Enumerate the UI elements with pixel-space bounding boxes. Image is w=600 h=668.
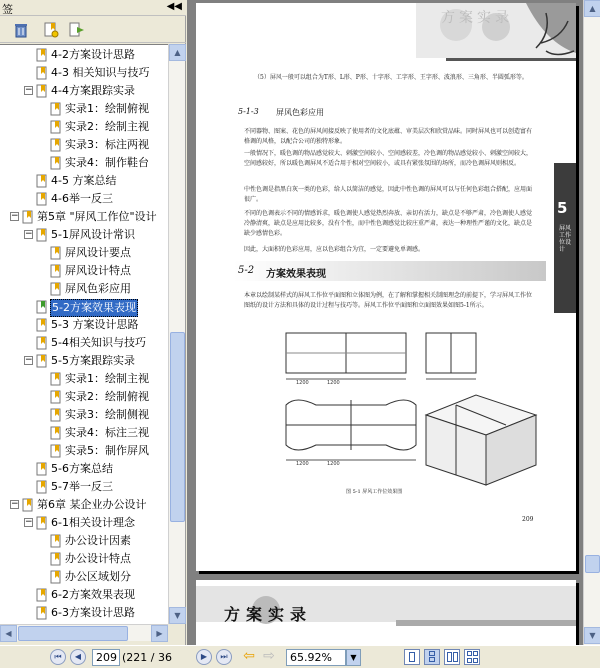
tree-section-node[interactable]	[0, 191, 168, 209]
dimension-label: 1200	[296, 380, 309, 386]
bookmark-icon	[36, 336, 48, 350]
figure-caption: 图 5-1 屏风工作位效果图	[346, 489, 403, 495]
tree-leaf-node[interactable]	[0, 551, 168, 569]
bookmark-icon	[36, 48, 48, 62]
doc-scroll-down-arrow[interactable]: ▼	[584, 627, 600, 644]
tree-node-label: 办公设计特点	[65, 552, 131, 565]
previous-page-button[interactable]: ◀	[70, 649, 86, 665]
page2-title: 方案实录	[224, 605, 313, 624]
tree-section-node[interactable]	[0, 335, 168, 353]
tree-node-label: 4-3 相关知识与技巧	[51, 66, 150, 79]
tree-node-label: 实录1：绘制主视	[65, 372, 149, 385]
tree-node-label: 4-2方案设计思路	[51, 48, 135, 61]
paragraph-b: 一般情况下，暖色调的物品感觉较大、刺激空间较小、空间感较差，冷色调的物品感觉较小、刺激空间较大，空间感较好，所以暖色调屏风不适合用于相对空间较小，或具有紧张氛围的场所，而冷色调屏风则相反。	[244, 150, 533, 167]
screen-workstation-drawings	[276, 325, 576, 515]
header-watermark-text: 方案实录	[441, 10, 513, 26]
pdf-page	[196, 3, 576, 571]
tree-section-node[interactable]	[0, 227, 168, 245]
tree-section-node[interactable]	[0, 299, 168, 317]
bookmark-icon	[22, 498, 34, 512]
chapter-number: 5	[557, 199, 568, 217]
tree-section-node[interactable]	[0, 173, 168, 191]
document-viewport[interactable]	[187, 0, 600, 645]
tree-leaf-node[interactable]	[0, 101, 168, 119]
tree-node-label: 实录3：绘制侧视	[65, 408, 149, 421]
tree-chapter-node[interactable]	[0, 497, 168, 515]
bookmark-icon	[50, 138, 62, 152]
tree-node-label: 屏风设计要点	[65, 246, 131, 259]
collapse-toggle-icon[interactable]: −	[25, 85, 33, 95]
tree-node-label: 办公设计因素	[65, 534, 131, 547]
tree-section-node[interactable]	[0, 353, 168, 371]
tree-node-label: 4-4方案跟踪实录	[51, 84, 135, 97]
bookmark-icon	[36, 66, 48, 80]
bookmarks-toolbar	[0, 17, 186, 43]
bookmark-icon	[50, 426, 62, 440]
bookmark-current-icon	[36, 300, 48, 314]
tree-leaf-node[interactable]	[0, 425, 168, 443]
bookmarks-panel	[0, 0, 186, 645]
page-number: 209	[522, 516, 534, 523]
bookmark-icon	[50, 552, 62, 566]
tree-node-label: 5-6方案总结	[51, 462, 113, 475]
tree-leaf-node[interactable]	[0, 407, 168, 425]
paragraph-a: 不同器物、图案、花色的屏风间接反映了使用者的文化底蕴、审美层次和欣赏品味。同时屏风也可以创造富有格调的风格，以配合公司的独特形象。	[244, 128, 533, 145]
bookmark-icon	[50, 246, 62, 260]
bookmark-icon	[50, 534, 62, 548]
collapse-toggle-icon[interactable]: −	[25, 355, 33, 365]
bookmark-icon	[36, 84, 48, 98]
tree-leaf-node[interactable]	[0, 155, 168, 173]
next-page-button[interactable]: ▶	[196, 649, 212, 665]
tree-node-label: 5-1屏风设计常识	[51, 228, 135, 241]
tree-node-label: 6-2方案效果表现	[51, 588, 135, 601]
bookmark-icon	[36, 192, 48, 206]
bookmarks-panel-title: 签	[2, 3, 13, 16]
doc-scroll-up-arrow[interactable]: ▲	[584, 0, 600, 17]
subsection-number: 5-1-3	[238, 107, 259, 116]
tree-node-label: 实录2：绘制主视	[65, 120, 149, 133]
tree-node-label: 5-4相关知识与技巧	[51, 336, 146, 349]
bookmark-icon	[36, 516, 48, 530]
continuous-facing-view-icon[interactable]	[464, 649, 480, 665]
navigation-status-bar	[0, 645, 600, 668]
tree-section-node[interactable]	[0, 587, 168, 605]
bookmark-icon	[50, 264, 62, 278]
scroll-left-arrow[interactable]: ◀	[0, 625, 17, 642]
bookmark-icon	[36, 228, 48, 242]
tree-section-node[interactable]	[0, 515, 168, 533]
bookmark-icon	[36, 606, 48, 620]
page-number-input[interactable]: 209	[92, 649, 120, 666]
tree-leaf-node[interactable]	[0, 569, 168, 587]
continuous-view-icon[interactable]	[424, 649, 440, 665]
dimension-label: 1200	[296, 461, 309, 467]
tree-node-label: 6-1相关设计理念	[51, 516, 135, 529]
tree-node-label: 实录5：制作屏风	[65, 444, 149, 457]
tree-node-label: 屏风设计特点	[65, 264, 131, 277]
collapse-panel-icon[interactable]: ◀◀	[166, 1, 182, 12]
single-page-view-icon[interactable]	[404, 649, 420, 665]
scroll-up-arrow[interactable]: ▲	[169, 44, 186, 61]
bookmark-icon	[50, 444, 62, 458]
bookmark-icon	[36, 480, 48, 494]
tree-node-label: 实录4：制作鞋台	[65, 156, 149, 169]
bookmark-icon	[36, 318, 48, 332]
tree-leaf-node[interactable]	[0, 245, 168, 263]
tree-section-node[interactable]	[0, 83, 168, 101]
trash-icon[interactable]	[12, 21, 30, 39]
bookmark-icon	[50, 408, 62, 422]
tree-node-label: 实录2：绘制俯视	[65, 390, 149, 403]
dimension-label: 1200	[327, 461, 340, 467]
tree-leaf-node[interactable]	[0, 137, 168, 155]
tree-node-label: 4-6举一反三	[51, 192, 113, 205]
tree-section-node[interactable]	[0, 605, 168, 623]
tree-horizontal-scrollbar[interactable]	[0, 624, 168, 641]
facing-view-icon[interactable]	[444, 649, 460, 665]
tree-leaf-node[interactable]	[0, 119, 168, 137]
zoom-dropdown-button[interactable]: ▼	[346, 649, 361, 666]
bookmark-icon	[36, 462, 48, 476]
bookmark-icon	[50, 102, 62, 116]
bookmark-icon	[50, 372, 62, 386]
section-title: 方案效果表现	[266, 269, 326, 280]
collapse-toggle-icon[interactable]: −	[25, 517, 33, 527]
bookmarks-panel-header	[0, 0, 186, 16]
tree-node-label: 屏风色彩应用	[65, 282, 131, 295]
tree-vertical-scrollbar[interactable]	[168, 44, 185, 624]
paragraph-f: 本章以绘制某样式的屏风工作位平面图和立体图为例，在了解和掌握相关制图理念的前提下，学习屏风工作位图纸的设计方法和具体的设计过程与技巧等。屏风工作位平面图和立面图效果如图5-1所示。	[244, 292, 533, 309]
scroll-down-arrow[interactable]: ▼	[169, 607, 186, 624]
tree-node-label: 第6章 某企业办公设计	[37, 498, 147, 511]
tree-section-node[interactable]	[0, 47, 168, 65]
tree-section-node[interactable]	[0, 317, 168, 335]
tree-node-label: 实录1：绘制俯视	[65, 102, 149, 115]
first-page-button[interactable]: ⏮	[50, 649, 66, 665]
tree-leaf-node[interactable]	[0, 371, 168, 389]
page-header-watermark	[196, 3, 576, 73]
paragraph-d: 不同的色调表示不同的情感诉求，暖色调使人感觉热烈奔放、亲切有活力，缺点是不够严肃，冷色调使人感觉冷静清爽，缺点是应用比较多，没有个性，而中性色调感觉比较庄重严肃，表达一种理性严谨的文化，缺点是缺少感情色彩。	[244, 210, 533, 237]
collapse-toggle-icon[interactable]: −	[25, 229, 33, 239]
chapter-side-text: 屏风工作位设计	[559, 225, 572, 253]
bookmark-icon	[50, 120, 62, 134]
hscroll-thumb[interactable]	[18, 626, 128, 641]
tree-section-node[interactable]	[0, 479, 168, 497]
paragraph-5: （5）屏风一般可以组合为T形、L形、P形、十字形、工字形、王字形、波浪形、三角形、半圆弧形等。	[254, 74, 528, 81]
doc-scroll-thumb[interactable]	[585, 555, 600, 573]
go-back-button[interactable]: ⇦	[243, 648, 255, 664]
bookmark-icon	[50, 282, 62, 296]
subsection-title: 屏风色彩应用	[276, 108, 324, 117]
bookmark-icon	[36, 174, 48, 188]
bookmark-properties-icon[interactable]	[42, 21, 60, 39]
section-number: 5-2	[238, 265, 255, 276]
tree-node-label: 实录3：标注两视	[65, 138, 149, 151]
tree-node-label: 5-3 方案设计思路	[51, 318, 139, 331]
paragraph-e: 因此，大面积的色彩应用，应以色彩组合为宜，一定要避免单调感。	[244, 246, 425, 253]
tree-node-label: 第5章 "屏风工作位"设计	[37, 210, 157, 223]
tree-leaf-node[interactable]	[0, 281, 168, 299]
bookmark-icon	[50, 156, 62, 170]
collapse-toggle-icon[interactable]: −	[11, 499, 19, 509]
tree-leaf-node[interactable]	[0, 533, 168, 551]
dimension-label: 1200	[327, 380, 340, 386]
tree-node-label: 办公区域划分	[65, 570, 131, 583]
scroll-right-arrow[interactable]: ▶	[151, 625, 168, 642]
tree-node-label: 6-3方案设计思路	[51, 606, 135, 619]
tree-node-label: 实录4：标注三视	[65, 426, 149, 439]
bookmark-tree[interactable]	[0, 44, 168, 624]
bookmark-expand-icon[interactable]	[68, 21, 86, 39]
bookmark-icon	[50, 570, 62, 584]
tree-node-label: 4-5 方案总结	[51, 174, 117, 187]
paragraph-c: 中性色调是指黑白灰一类的色彩，给人以简洁的感觉，因此中性色调的屏风可以与任何色彩组合搭配，应用面很广。	[244, 186, 533, 203]
bookmark-icon	[22, 210, 34, 224]
tree-leaf-node[interactable]	[0, 443, 168, 461]
page-count-label: (221 / 36	[122, 651, 172, 664]
tree-section-node[interactable]	[0, 461, 168, 479]
bookmark-icon	[50, 390, 62, 404]
tree-section-node[interactable]	[0, 65, 168, 83]
go-forward-button[interactable]: ⇨	[263, 648, 275, 664]
tree-leaf-node[interactable]	[0, 263, 168, 281]
last-page-button[interactable]: ⏭	[216, 649, 232, 665]
pdf-page-next	[196, 580, 576, 645]
collapse-toggle-icon[interactable]: −	[11, 211, 19, 221]
tree-node-label: 5-5方案跟踪实录	[51, 354, 135, 367]
bookmark-icon	[36, 354, 48, 368]
document-vertical-scrollbar[interactable]	[583, 0, 600, 645]
zoom-level-input[interactable]: 65.92%	[286, 649, 346, 666]
bookmark-icon	[36, 588, 48, 602]
scroll-thumb[interactable]	[170, 332, 185, 522]
tree-node-label: 5-7举一反三	[51, 480, 113, 493]
tree-leaf-node[interactable]	[0, 389, 168, 407]
tree-node-label: 5-2方案效果表现	[50, 299, 138, 317]
tree-chapter-node[interactable]	[0, 209, 168, 227]
